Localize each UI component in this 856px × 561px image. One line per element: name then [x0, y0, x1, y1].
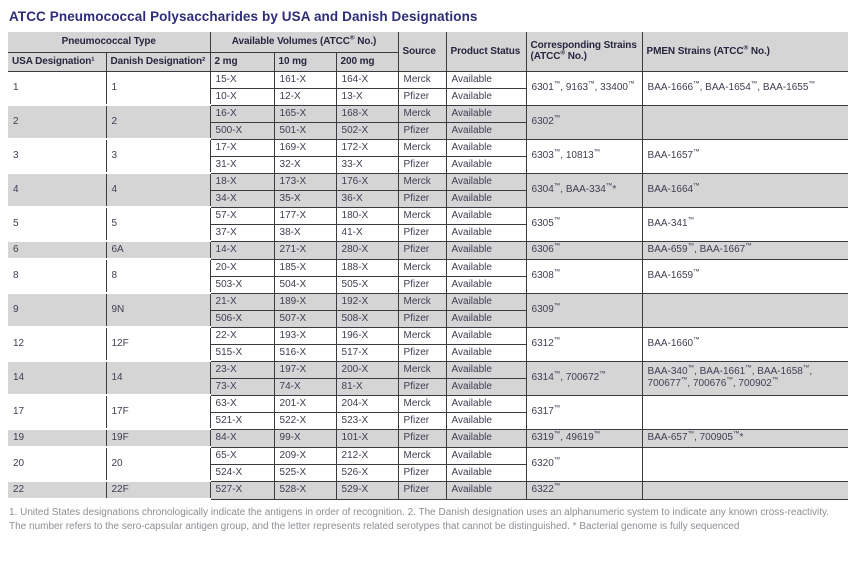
usa-designation-cell: 12 [8, 327, 106, 361]
header-source: Source [398, 32, 446, 71]
pmen-strains-cell: BAA-1660™ [642, 327, 848, 361]
volume-2mg-cell: 22-X [210, 327, 274, 344]
corresponding-strains-cell: 6319™, 49619™ [526, 429, 642, 447]
volume-10mg-cell: 173-X [274, 173, 336, 190]
volume-2mg-cell: 506-X [210, 310, 274, 327]
danish-designation-cell: 22F [106, 481, 210, 499]
volume-200mg-cell: 168-X [336, 105, 398, 122]
volume-200mg-cell: 212-X [336, 447, 398, 464]
corresponding-strains-cell: 6301™, 9163™, 33400™ [526, 71, 642, 105]
volume-10mg-cell: 504-X [274, 276, 336, 293]
volume-200mg-cell: 192-X [336, 293, 398, 310]
product-status-cell: Available [446, 429, 526, 447]
pmen-strains-cell: BAA-341™ [642, 207, 848, 241]
source-cell: Merck [398, 139, 446, 156]
volume-2mg-cell: 65-X [210, 447, 274, 464]
pmen-strains-cell [642, 395, 848, 429]
source-cell: Pfizer [398, 464, 446, 481]
volume-10mg-cell: 193-X [274, 327, 336, 344]
pmen-strains-cell: BAA-1664™ [642, 173, 848, 207]
corresponding-strains-cell: 6320™ [526, 447, 642, 481]
usa-designation-cell: 8 [8, 259, 106, 293]
volume-200mg-cell: 164-X [336, 71, 398, 88]
volume-2mg-cell: 23-X [210, 361, 274, 378]
volume-200mg-cell: 505-X [336, 276, 398, 293]
volume-10mg-cell: 189-X [274, 293, 336, 310]
volume-2mg-cell: 21-X [210, 293, 274, 310]
product-status-cell: Available [446, 71, 526, 88]
product-status-cell: Available [446, 310, 526, 327]
danish-designation-cell: 12F [106, 327, 210, 361]
source-cell: Merck [398, 395, 446, 412]
corresponding-strains-cell: 6306™ [526, 241, 642, 259]
volume-2mg-cell: 521-X [210, 412, 274, 429]
source-cell: Merck [398, 105, 446, 122]
danish-designation-cell: 8 [106, 259, 210, 293]
header-10mg: 10 mg [274, 52, 336, 71]
usa-designation-cell: 17 [8, 395, 106, 429]
volume-2mg-cell: 31-X [210, 156, 274, 173]
corresponding-strains-cell: 6314™, 700672™ [526, 361, 642, 395]
volume-200mg-cell: 176-X [336, 173, 398, 190]
product-status-cell: Available [446, 327, 526, 344]
usa-designation-cell: 6 [8, 241, 106, 259]
corresponding-strains-cell: 6303™, 10813™ [526, 139, 642, 173]
volume-200mg-cell: 529-X [336, 481, 398, 499]
volume-2mg-cell: 527-X [210, 481, 274, 499]
product-status-cell: Available [446, 207, 526, 224]
table-body [8, 71, 848, 499]
header-corresponding-strains: Corresponding Strains (ATCC® No.) [526, 32, 642, 71]
volume-10mg-cell: 74-X [274, 378, 336, 395]
source-cell: Merck [398, 207, 446, 224]
volume-2mg-cell: 503-X [210, 276, 274, 293]
volume-2mg-cell: 37-X [210, 224, 274, 241]
volume-200mg-cell: 196-X [336, 327, 398, 344]
usa-designation-cell: 5 [8, 207, 106, 241]
table-row [8, 327, 848, 344]
pmen-strains-cell: BAA-340™, BAA-1661™, BAA-1658™, 700677™, 700676™, 700902™ [642, 361, 848, 395]
corresponding-strains-cell: 6308™ [526, 259, 642, 293]
source-cell: Merck [398, 327, 446, 344]
header-2mg: 2 mg [210, 52, 274, 71]
volume-200mg-cell: 508-X [336, 310, 398, 327]
volume-10mg-cell: 165-X [274, 105, 336, 122]
source-cell: Merck [398, 173, 446, 190]
table-row [8, 293, 848, 310]
pmen-strains-cell [642, 105, 848, 139]
table-row [8, 447, 848, 464]
product-status-cell: Available [446, 259, 526, 276]
product-status-cell: Available [446, 156, 526, 173]
table-header [8, 32, 848, 71]
header-pmen-strains: PMEN Strains (ATCC® No.) [642, 32, 848, 71]
source-cell: Pfizer [398, 122, 446, 139]
table-row [8, 241, 848, 259]
product-status-cell: Available [446, 173, 526, 190]
product-status-cell: Available [446, 293, 526, 310]
danish-designation-cell: 2 [106, 105, 210, 139]
usa-designation-cell: 4 [8, 173, 106, 207]
source-cell: Pfizer [398, 412, 446, 429]
volume-200mg-cell: 101-X [336, 429, 398, 447]
danish-designation-cell: 19F [106, 429, 210, 447]
usa-designation-cell: 14 [8, 361, 106, 395]
pmen-strains-cell [642, 447, 848, 481]
source-cell: Pfizer [398, 378, 446, 395]
volume-10mg-cell: 201-X [274, 395, 336, 412]
volume-2mg-cell: 16-X [210, 105, 274, 122]
header-product-status: Product Status [446, 32, 526, 71]
volume-10mg-cell: 209-X [274, 447, 336, 464]
product-status-cell: Available [446, 378, 526, 395]
volume-10mg-cell: 169-X [274, 139, 336, 156]
volume-200mg-cell: 200-X [336, 361, 398, 378]
volume-200mg-cell: 36-X [336, 190, 398, 207]
product-status-cell: Available [446, 361, 526, 378]
volume-200mg-cell: 523-X [336, 412, 398, 429]
header-200mg: 200 mg [336, 52, 398, 71]
volume-10mg-cell: 99-X [274, 429, 336, 447]
source-cell: Pfizer [398, 156, 446, 173]
usa-designation-cell: 2 [8, 105, 106, 139]
usa-designation-cell: 22 [8, 481, 106, 499]
danish-designation-cell: 1 [106, 71, 210, 105]
corresponding-strains-cell: 6309™ [526, 293, 642, 327]
product-status-cell: Available [446, 105, 526, 122]
volume-2mg-cell: 500-X [210, 122, 274, 139]
danish-designation-cell: 17F [106, 395, 210, 429]
usa-designation-cell: 3 [8, 139, 106, 173]
volume-10mg-cell: 161-X [274, 71, 336, 88]
volume-200mg-cell: 502-X [336, 122, 398, 139]
volume-200mg-cell: 517-X [336, 344, 398, 361]
source-cell: Merck [398, 447, 446, 464]
corresponding-strains-cell: 6304™, BAA-334™* [526, 173, 642, 207]
volume-2mg-cell: 10-X [210, 88, 274, 105]
volume-2mg-cell: 84-X [210, 429, 274, 447]
product-status-cell: Available [446, 276, 526, 293]
table-row [8, 173, 848, 190]
pmen-strains-cell: BAA-1659™ [642, 259, 848, 293]
product-status-cell: Available [446, 241, 526, 259]
volume-10mg-cell: 32-X [274, 156, 336, 173]
volume-2mg-cell: 14-X [210, 241, 274, 259]
volume-2mg-cell: 18-X [210, 173, 274, 190]
product-status-cell: Available [446, 224, 526, 241]
source-cell: Pfizer [398, 224, 446, 241]
table-row [8, 139, 848, 156]
table-row [8, 207, 848, 224]
corresponding-strains-cell: 6305™ [526, 207, 642, 241]
corresponding-strains-cell: 6312™ [526, 327, 642, 361]
volume-2mg-cell: 15-X [210, 71, 274, 88]
volume-10mg-cell: 12-X [274, 88, 336, 105]
volume-200mg-cell: 180-X [336, 207, 398, 224]
volume-10mg-cell: 185-X [274, 259, 336, 276]
danish-designation-cell: 9N [106, 293, 210, 327]
pmen-strains-cell: BAA-1657™ [642, 139, 848, 173]
source-cell: Pfizer [398, 344, 446, 361]
header-usa-designation: USA Designation¹ [8, 52, 106, 71]
volume-10mg-cell: 501-X [274, 122, 336, 139]
source-cell: Merck [398, 71, 446, 88]
header-available-volumes: Available Volumes (ATCC® No.) [210, 32, 398, 52]
volume-10mg-cell: 528-X [274, 481, 336, 499]
volume-10mg-cell: 35-X [274, 190, 336, 207]
volume-2mg-cell: 524-X [210, 464, 274, 481]
usa-designation-cell: 20 [8, 447, 106, 481]
header-row-groups [8, 32, 848, 52]
source-cell: Pfizer [398, 429, 446, 447]
volume-2mg-cell: 17-X [210, 139, 274, 156]
volume-10mg-cell: 516-X [274, 344, 336, 361]
table-row [8, 429, 848, 447]
source-cell: Merck [398, 293, 446, 310]
danish-designation-cell: 6A [106, 241, 210, 259]
pneumococcal-table [8, 32, 848, 500]
pmen-strains-cell: BAA-1666™, BAA-1654™, BAA-1655™ [642, 71, 848, 105]
product-status-cell: Available [446, 412, 526, 429]
product-status-cell: Available [446, 139, 526, 156]
footnote: 1. United States designations chronologically indicate the antigens in order of recognition. 2. The Danish designation uses an alphanumeric system to indicate any known cross-reactivity. The number refers to the sero-capsular antigen group, and the letter represents related serotypes that cannot be distinguished. * Bacterial genome is fully sequenced [9, 507, 830, 532]
danish-designation-cell: 14 [106, 361, 210, 395]
pmen-strains-cell [642, 293, 848, 327]
source-cell: Pfizer [398, 481, 446, 499]
volume-10mg-cell: 38-X [274, 224, 336, 241]
volume-200mg-cell: 41-X [336, 224, 398, 241]
volume-200mg-cell: 204-X [336, 395, 398, 412]
source-cell: Pfizer [398, 241, 446, 259]
volume-200mg-cell: 172-X [336, 139, 398, 156]
header-danish-designation: Danish Designation² [106, 52, 210, 71]
product-status-cell: Available [446, 481, 526, 499]
product-status-cell: Available [446, 447, 526, 464]
source-cell: Pfizer [398, 276, 446, 293]
pmen-strains-cell: BAA-659™, BAA-1667™ [642, 241, 848, 259]
source-cell: Pfizer [398, 88, 446, 105]
product-status-cell: Available [446, 88, 526, 105]
source-cell: Merck [398, 259, 446, 276]
volume-10mg-cell: 522-X [274, 412, 336, 429]
product-status-cell: Available [446, 344, 526, 361]
product-status-cell: Available [446, 395, 526, 412]
volume-200mg-cell: 13-X [336, 88, 398, 105]
corresponding-strains-cell: 6317™ [526, 395, 642, 429]
volume-200mg-cell: 526-X [336, 464, 398, 481]
usa-designation-cell: 9 [8, 293, 106, 327]
product-status-cell: Available [446, 464, 526, 481]
product-status-cell: Available [446, 190, 526, 207]
table-row [8, 71, 848, 88]
volume-200mg-cell: 188-X [336, 259, 398, 276]
volume-2mg-cell: 57-X [210, 207, 274, 224]
volume-200mg-cell: 280-X [336, 241, 398, 259]
danish-designation-cell: 3 [106, 139, 210, 173]
source-cell: Pfizer [398, 190, 446, 207]
corresponding-strains-cell: 6302™ [526, 105, 642, 139]
volume-2mg-cell: 73-X [210, 378, 274, 395]
volume-10mg-cell: 525-X [274, 464, 336, 481]
volume-10mg-cell: 507-X [274, 310, 336, 327]
pmen-strains-cell: BAA-657™, 700905™* [642, 429, 848, 447]
volume-200mg-cell: 81-X [336, 378, 398, 395]
header-pneumococcal-type: Pneumococcal Type [8, 32, 210, 52]
source-cell: Merck [398, 361, 446, 378]
source-cell: Pfizer [398, 310, 446, 327]
page-title: ATCC Pneumococcal Polysaccharides by USA and Danish Designations [9, 9, 478, 24]
volume-2mg-cell: 515-X [210, 344, 274, 361]
pmen-strains-cell [642, 481, 848, 499]
volume-10mg-cell: 197-X [274, 361, 336, 378]
volume-10mg-cell: 177-X [274, 207, 336, 224]
volume-200mg-cell: 33-X [336, 156, 398, 173]
usa-designation-cell: 19 [8, 429, 106, 447]
table-row [8, 395, 848, 412]
usa-designation-cell: 1 [8, 71, 106, 105]
table-row [8, 259, 848, 276]
danish-designation-cell: 20 [106, 447, 210, 481]
volume-2mg-cell: 34-X [210, 190, 274, 207]
danish-designation-cell: 4 [106, 173, 210, 207]
volume-10mg-cell: 271-X [274, 241, 336, 259]
table-row [8, 361, 848, 378]
corresponding-strains-cell: 6322™ [526, 481, 642, 499]
volume-2mg-cell: 63-X [210, 395, 274, 412]
danish-designation-cell: 5 [106, 207, 210, 241]
volume-2mg-cell: 20-X [210, 259, 274, 276]
product-status-cell: Available [446, 122, 526, 139]
table-row [8, 481, 848, 499]
table-row [8, 105, 848, 122]
